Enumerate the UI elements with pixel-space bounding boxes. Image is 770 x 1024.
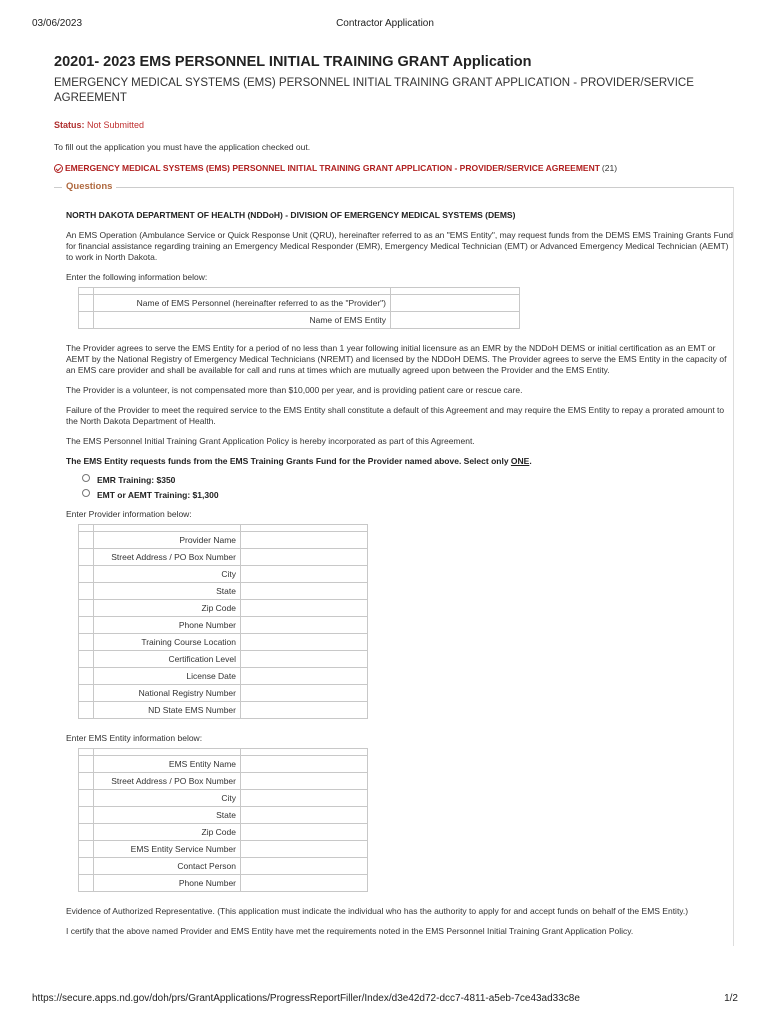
table-row <box>79 756 368 773</box>
table-row <box>79 668 368 685</box>
print-date: 03/06/2023 <box>32 18 83 29</box>
print-title: Contractor Application <box>336 18 434 29</box>
provider-field-input[interactable] <box>241 549 368 566</box>
emt-training-label: EMT or AEMT Training: $1,300 <box>97 490 219 500</box>
ems-entity-name-label: Name of EMS Entity <box>94 312 391 329</box>
page-title: 20201- 2023 EMS PERSONNEL INITIAL TRAINING GRANT Application <box>54 54 532 70</box>
table-row <box>79 566 368 583</box>
enter-entity-label: Enter EMS Entity information below: <box>66 733 203 743</box>
table-row <box>79 312 520 329</box>
table-row <box>79 702 368 719</box>
entity-field-input[interactable] <box>241 773 368 790</box>
provider-field-input[interactable] <box>241 702 368 719</box>
entity-field-input[interactable] <box>241 858 368 875</box>
provider-field-input[interactable] <box>241 566 368 583</box>
provider-field-input[interactable] <box>241 634 368 651</box>
radio-icon[interactable] <box>82 474 90 482</box>
provider-name-label: Name of EMS Personnel (hereinafter referred to as the "Provider") <box>94 295 391 312</box>
entity-field-label: State <box>94 807 241 824</box>
entity-field-input[interactable] <box>241 790 368 807</box>
provider-field-label: Phone Number <box>94 617 241 634</box>
table-row <box>79 841 368 858</box>
status-label: Status: <box>54 120 85 130</box>
section-link-label[interactable]: EMERGENCY MEDICAL SYSTEMS (EMS) PERSONNEL INITIAL TRAINING GRANT APPLICATION - PROVIDER/SERVICE AGREEMENT <box>65 163 600 173</box>
questions-legend: Questions <box>62 181 116 192</box>
section-link[interactable] <box>54 163 734 173</box>
entity-field-label: Phone Number <box>94 875 241 892</box>
provider-field-label: Zip Code <box>94 600 241 617</box>
ems-entity-name-input[interactable] <box>391 312 520 329</box>
entity-field-label: Street Address / PO Box Number <box>94 773 241 790</box>
provider-field-label: City <box>94 566 241 583</box>
emr-training-radio[interactable] <box>82 475 733 486</box>
provider-field-label: Street Address / PO Box Number <box>94 549 241 566</box>
questions-fieldset <box>54 181 734 946</box>
questions-heading: NORTH DAKOTA DEPARTMENT OF HEALTH (NDDoH) - DIVISION OF EMERGENCY MEDICAL SYSTEMS (DEMS) <box>66 210 516 220</box>
entity-field-input[interactable] <box>241 807 368 824</box>
provider-field-input[interactable] <box>241 668 368 685</box>
print-header <box>32 18 738 32</box>
enter-following-label: Enter the following information below: <box>66 272 208 282</box>
table-row <box>79 532 368 549</box>
evidence-paragraph: Evidence of Authorized Representative. (This application must indicate the individual who has the authority to apply for and accept funds on behalf of the EMS Entity.) <box>66 906 689 916</box>
provider-field-input[interactable] <box>241 600 368 617</box>
provider-field-label: State <box>94 583 241 600</box>
print-url: https://secure.apps.nd.gov/doh/prs/GrantApplications/ProgressReportFiller/Index/d3e42d72-dcc7-4811-a5eb-7ce43ad33c8e <box>32 993 580 1004</box>
entity-field-label: EMS Entity Name <box>94 756 241 773</box>
section-count: (21) <box>601 163 618 173</box>
provider-field-input[interactable] <box>241 685 368 702</box>
provider-field-input[interactable] <box>241 532 368 549</box>
provider-field-label: Certification Level <box>94 651 241 668</box>
provider-field-label: ND State EMS Number <box>94 702 241 719</box>
failure-paragraph: Failure of the Provider to meet the required service to the EMS Entity shall constitute a default of this Agreement and may require the EMS Entity to repay a prorated amount to the North Dakota Department of Health. <box>66 405 725 426</box>
provider-field-label: Provider Name <box>94 532 241 549</box>
application-main <box>54 54 734 946</box>
entity-field-input[interactable] <box>241 756 368 773</box>
policy-paragraph: The EMS Personnel Initial Training Grant Application Policy is hereby incorporated as part of this Agreement. <box>66 436 475 446</box>
check-circle-icon <box>54 164 63 173</box>
table-row <box>79 858 368 875</box>
entity-field-label: EMS Entity Service Number <box>94 841 241 858</box>
table-row <box>79 685 368 702</box>
table-row <box>79 295 520 312</box>
entity-field-label: Contact Person <box>94 858 241 875</box>
request-paragraph: The EMS Entity requests funds from the EMS Training Grants Fund for the Provider named above. Select only ONE. <box>66 456 532 466</box>
provider-field-input[interactable] <box>241 617 368 634</box>
table-row <box>79 583 368 600</box>
table-row <box>79 634 368 651</box>
volunteer-paragraph: The Provider is a volunteer, is not compensated more than $10,000 per year, and is providing patient care or rescue care. <box>66 385 523 395</box>
provider-table <box>78 524 368 719</box>
entity-table <box>78 748 368 892</box>
table-row <box>79 875 368 892</box>
emr-training-label: EMR Training: $350 <box>97 475 176 485</box>
table-row <box>79 617 368 634</box>
table-row <box>79 807 368 824</box>
table-row <box>79 549 368 566</box>
status-line <box>54 120 734 130</box>
table-row <box>79 651 368 668</box>
entity-field-label: City <box>94 790 241 807</box>
table-row <box>79 600 368 617</box>
provider-field-input[interactable] <box>241 583 368 600</box>
table-row <box>79 790 368 807</box>
page-number: 1/2 <box>724 993 738 1004</box>
serve-paragraph: The Provider agrees to serve the EMS Entity for a period of no less than 1 year following initial licensure as an EMR by the NDDoH DEMS or initial certification as an EMT or AEMT by the National Registry of Emergency Medical Technicians (NREMT) and licensed by the NDDoH DEMS. The Provider agrees to serve the EMS Entity in the capacity of an EMS care provider and shall be available for call and runs at times which are mutually agreed upon between the Provider and the EMS Entity. <box>66 343 727 375</box>
certify-paragraph: I certify that the above named Provider and EMS Entity have met the requirements noted in the EMS Personnel Initial Training Grant Application Policy. <box>66 926 634 936</box>
personnel-table <box>78 287 520 329</box>
table-row <box>79 824 368 841</box>
radio-icon[interactable] <box>82 489 90 497</box>
entity-field-label: Zip Code <box>94 824 241 841</box>
provider-field-label: National Registry Number <box>94 685 241 702</box>
checkout-note: To fill out the application you must have the application checked out. <box>54 142 311 152</box>
provider-field-label: Training Course Location <box>94 634 241 651</box>
provider-field-label: License Date <box>94 668 241 685</box>
questions-body <box>66 188 733 937</box>
table-row <box>79 773 368 790</box>
provider-name-input[interactable] <box>391 295 520 312</box>
enter-provider-label: Enter Provider information below: <box>66 509 192 519</box>
entity-field-input[interactable] <box>241 875 368 892</box>
entity-field-input[interactable] <box>241 824 368 841</box>
status-badge: Not Submitted <box>87 120 145 130</box>
emt-training-radio[interactable] <box>82 490 733 501</box>
page-subtitle: EMERGENCY MEDICAL SYSTEMS (EMS) PERSONNEL INITIAL TRAINING GRANT APPLICATION - PROVIDER/SERVICE AGREEMENT <box>54 77 694 104</box>
provider-field-input[interactable] <box>241 651 368 668</box>
entity-field-input[interactable] <box>241 841 368 858</box>
intro-paragraph: An EMS Operation (Ambulance Service or Quick Response Unit (QRU), hereinafter referred to as an "EMS Entity", may request funds from the DEMS EMS Training Grants Fund for financial assistance regarding training an Emergency Medical Responder (EMR), Emergency Medical Technician (EMT) or Advanced Emergency Medical Technician (AEMT) to work in North Dakota. <box>66 230 733 262</box>
